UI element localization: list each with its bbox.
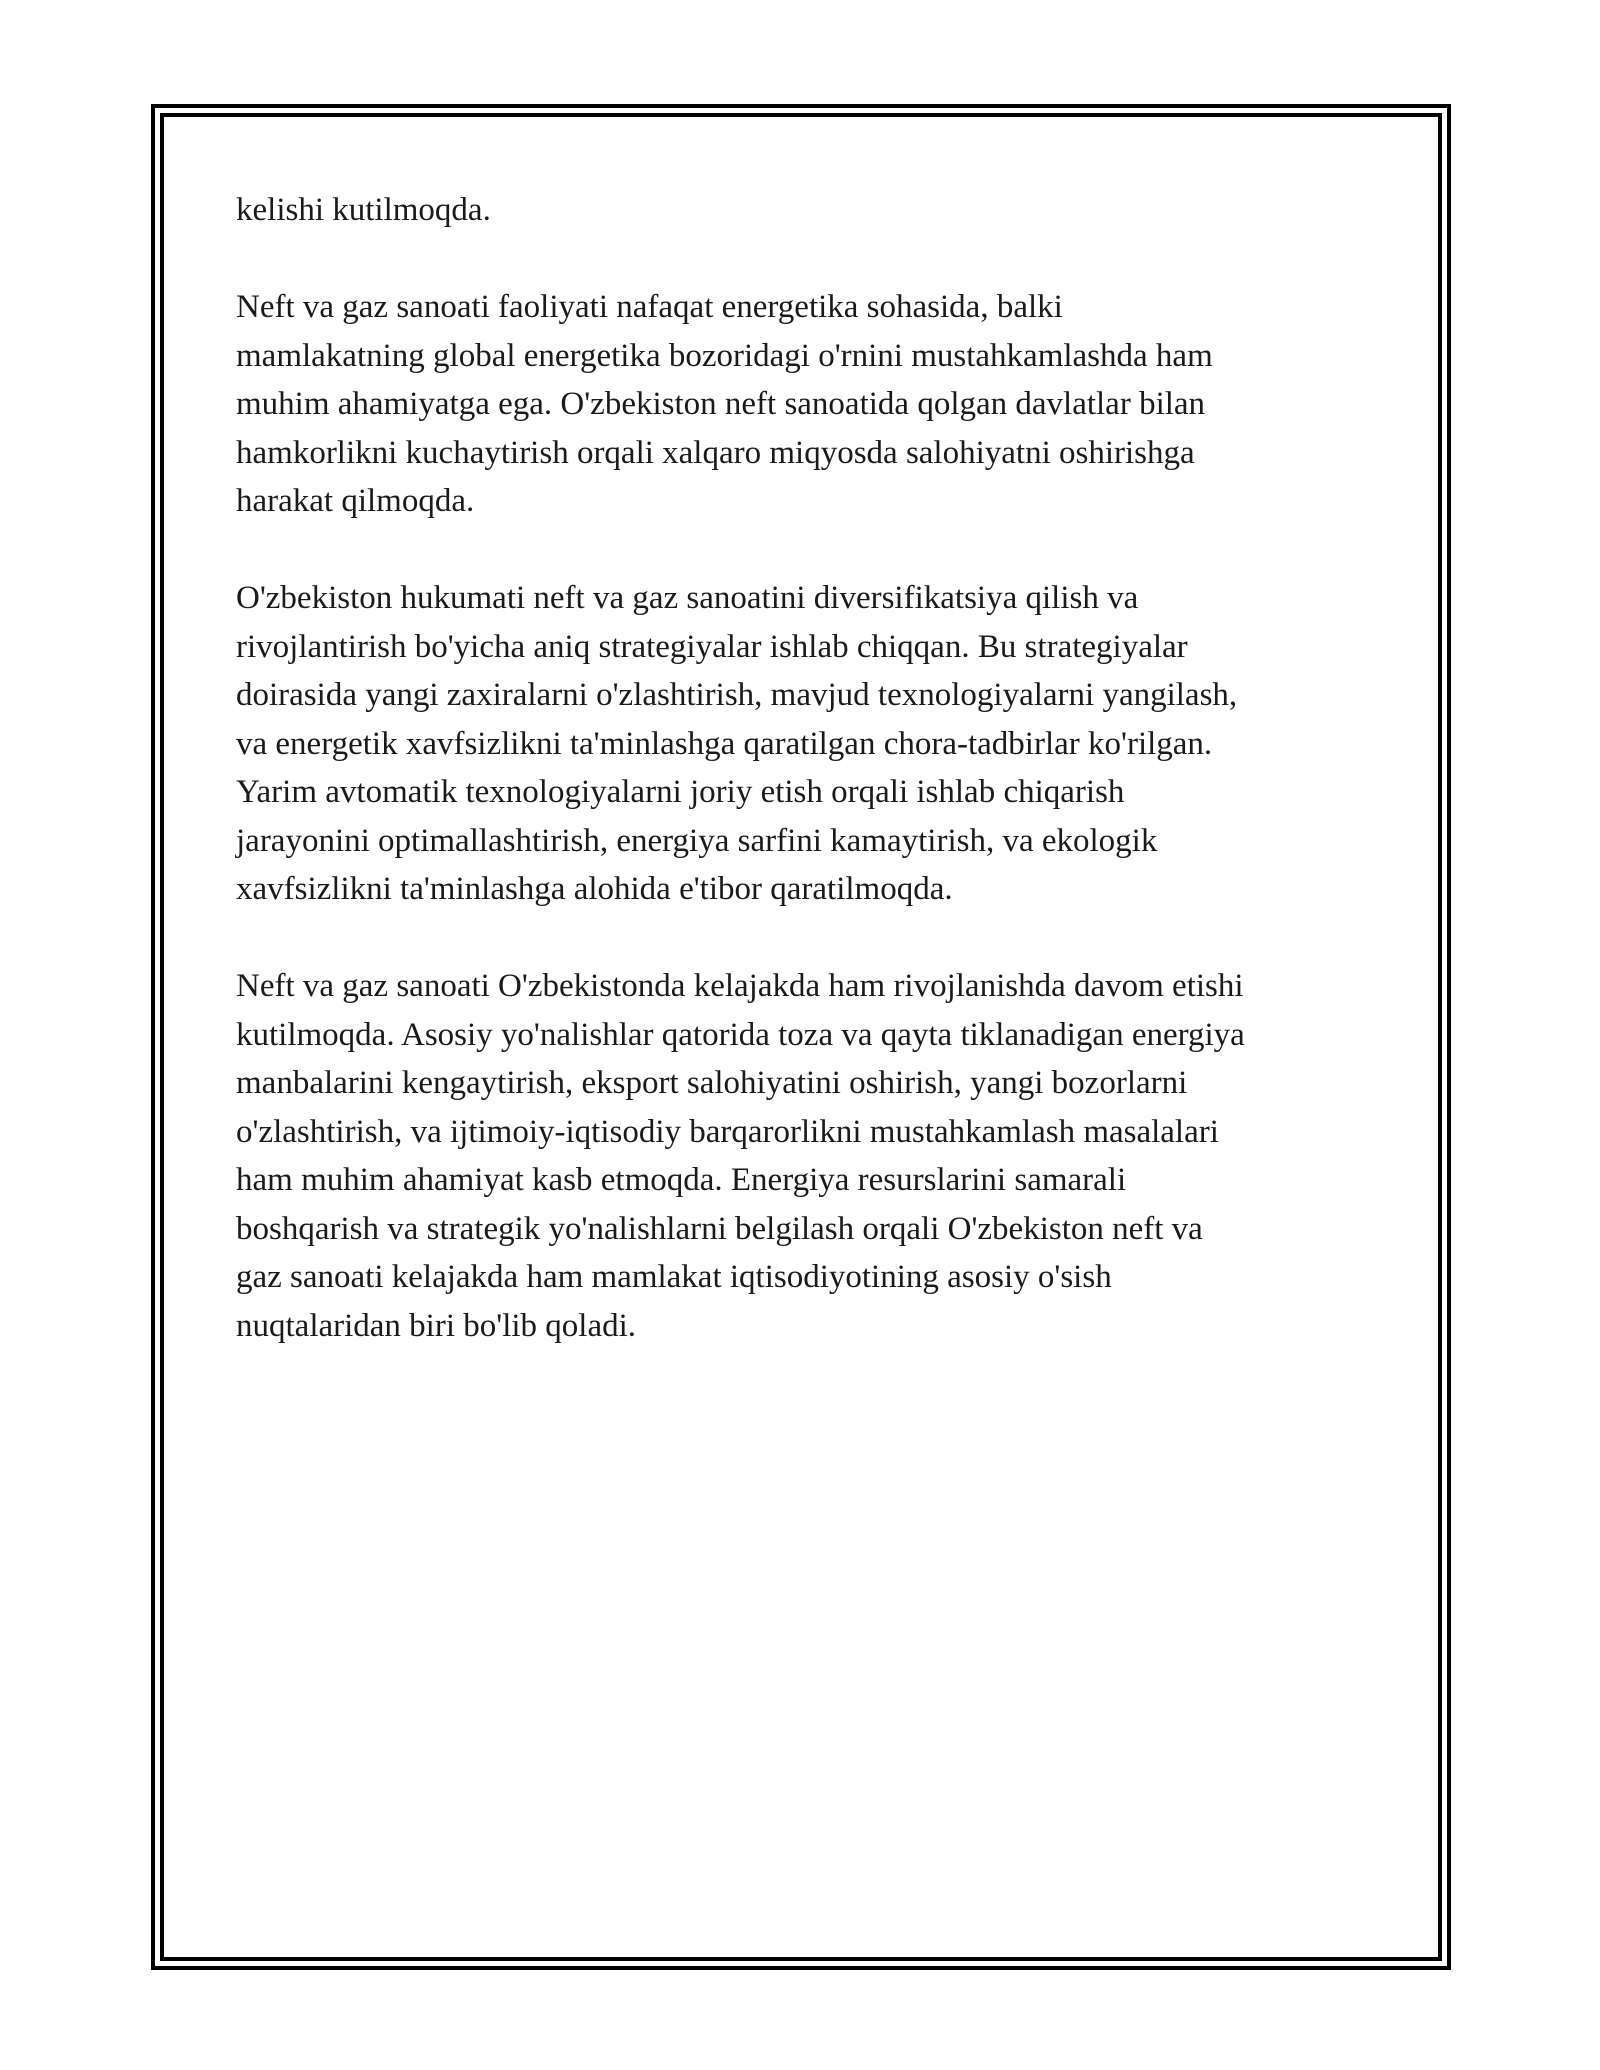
document-body <box>236 186 1396 1399</box>
paragraph-continuation: kelishi kutilmoqda. <box>236 192 491 228</box>
paragraph-future-outlook: Neft va gaz sanoati O'zbekistonda kelajakda ham rivojlanishda davom etishi kutilmoqda. Asosiy yo'nalishlar qatorida toza va qayta tiklanadigan energiya manbalarini kengaytirish, eksport salohiyatini oshirish, yangi bozorlarni o'zlashtirish, va ijtimoiy-iqtisodiy barqarorlikni mustahkamlash masalalari ham muhim ahamiyat kasb etmoqda. Energiya resurslarini samarali boshqarish va strategik yo'nalishlarni belgilash orqali O'zbekiston neft va gaz sanoati kelajakda ham mamlakat iqtisodiyotining asosiy o'sish nuqtalaridan biri bo'lib qoladi. <box>236 968 1245 1344</box>
paragraph-global-role: Neft va gaz sanoati faoliyati nafaqat energetika sohasida, balki mamlakatning global energetika bozoridagi o'rnini mustahkamlashda ham muhim ahamiyatga ega. O'zbekiston neft sanoatida qolgan davlatlar bilan hamkorlikni kuchaytirish orqali xalqaro miqyosda salohiyatni oshirishga harakat qilmoqda. <box>236 289 1213 519</box>
paragraph-government-strategy: O'zbekiston hukumati neft va gaz sanoatini diversifikatsiya qilish va rivojlantirish bo'yicha aniq strategiyalar ishlab chiqqan. Bu strategiyalar doirasida yangi zaxiralarni o'zlashtirish, mavjud texnologiyalarni yangilash, va energetik xavfsizlikni ta'minlashga qaratilgan chora-tadbirlar ko'rilgan. Yarim avtomatik texnologiyalarni joriy etish orqali ishlab chiqarish jarayonini optimallashtirish, energiya sarfini kamaytirish, va ekologik xavfsizlikni ta'minlashga alohida e'tibor qaratilmoqda. <box>236 580 1238 907</box>
